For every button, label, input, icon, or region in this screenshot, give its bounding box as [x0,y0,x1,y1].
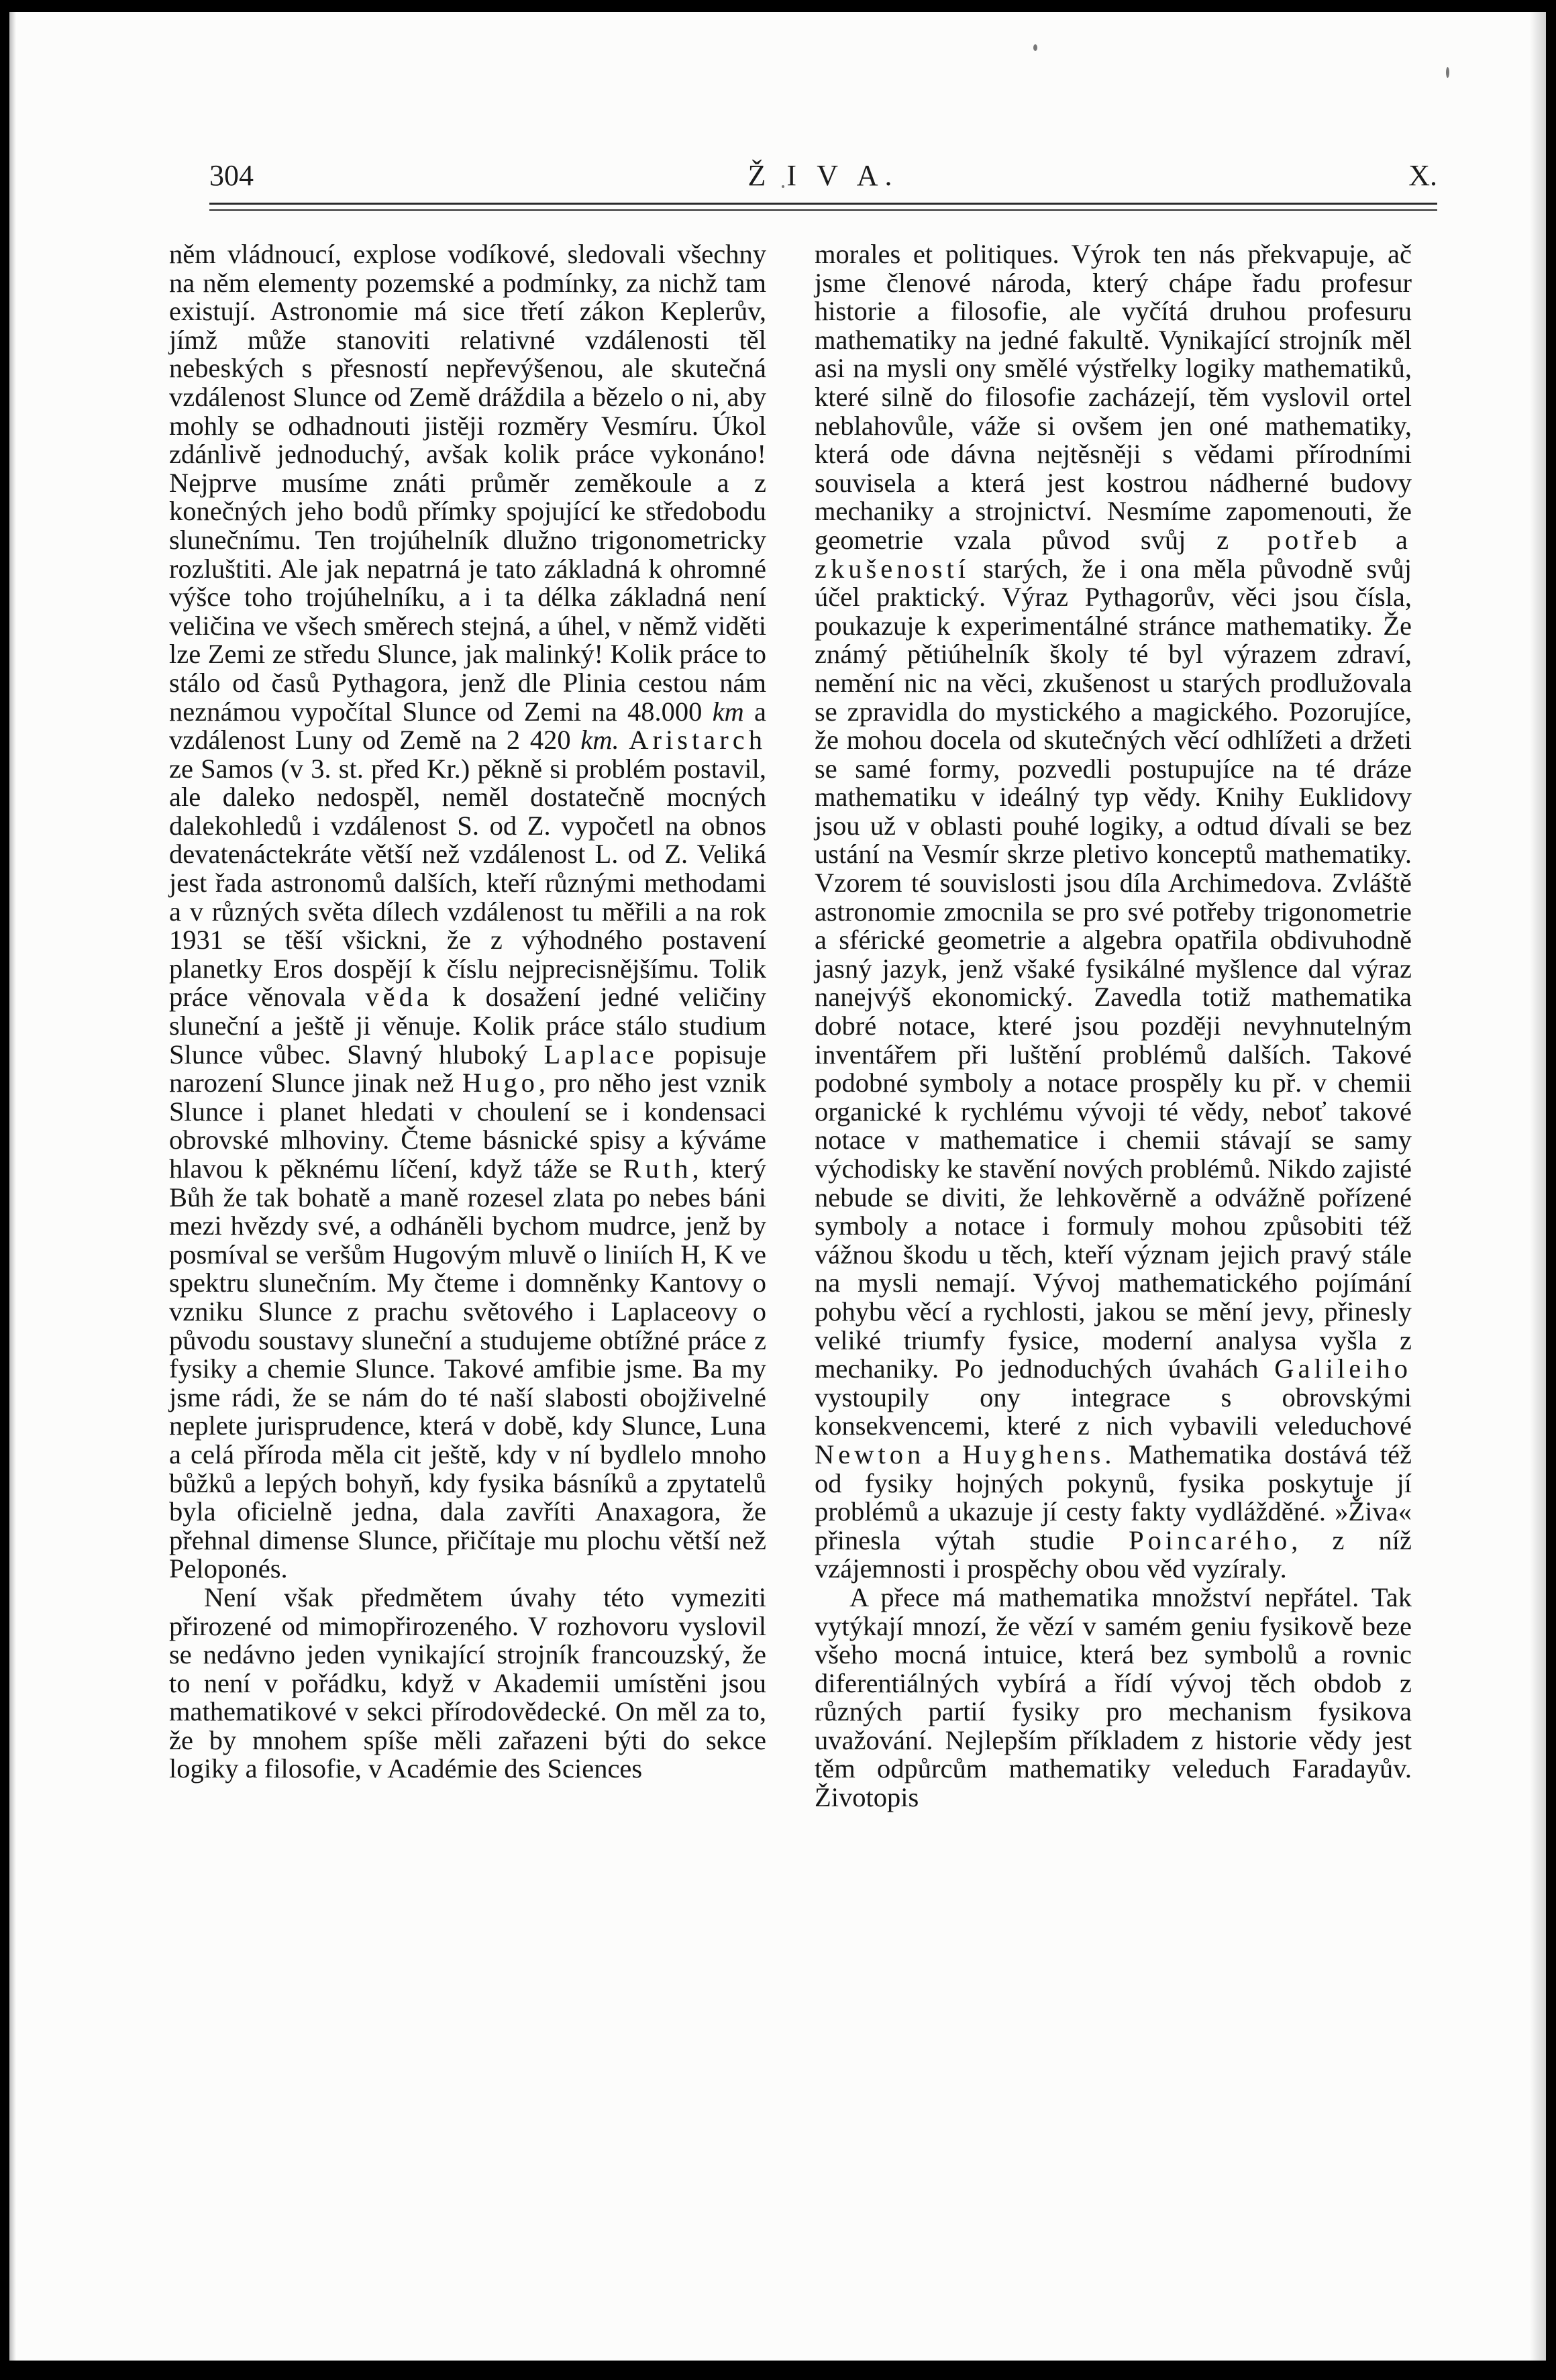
volume-number: X. [1408,159,1437,192]
phrase-z-potreb: z potřeb a zkušeností [815,524,1412,584]
journal-title: Ž I V A. [747,159,899,192]
name-ruth: Ruth [623,1153,692,1184]
page-number: 304 [209,159,254,192]
paragraph: něm vládnoucí, explose vodíkové, sledovali všechny na něm elementy pozemské a podmínky, za nichž tam existují. Astronomie má sice třetí zákon Keplerův, jímž může stanoviti relativné vzdálenosti těl nebeských s přesností nepřevýšenou, ale skutečná vzdálenost Slunce od Země dráždila a bězelo o ni, aby mohly se odhadnouti jistěji rozměry Vesmíru. Úkol zdánlivě jednoduchý, avšak kolik práce vykonáno! Nejprve musíme znáti průměr zeměkoule a z konečných jeho bodů přímky spojující ke středobodu slunečnímu. Ten trojúhelník dlužno trigonometricky rozluštiti. Ale jak nepatrná je tato základná k ohromné výšce toho trojúhelníku, a i ta délka základná není veličina ve všech směrech stejná, a úhel, v němž viděti lze Zemi ze středu Slunce, jak malinký! Kolik práce to stálo od časů Pythagora, jenž dle Plinia cestou nám neznámou vypočítal Slunce od Zemi na 48.000 km a vzdálenost Luny od Země na 2 420 km. Aristarch ze Samos (v 3. st. před Kr.) pěkně si problém postavil, ale daleko nedospěl, neměl dostatečně mocných dalekohledů i vzdálenost S. od Z. vypočetl na obnos devatenáctekráte větší než vzdálenost L. od Z. Veliká jest řada astronomů dalších, kteří různými methodami a v různých světa dílech vzdálenost tu měřili a na rok 1931 se těší všickni, že z výhodného postavení planetky Eros dospějí k číslu nejprecisnějšímu. Tolik práce věnovala věda k dosažení jedné veličiny sluneční a ještě ji věnuje. Kolik práce stálo studium Slunce vůbec. Slavný hluboký Laplace popisuje narození Slunce jinak než Hugo, pro něho jest vznik Slunce i planet hledati v choulení se i kondensaci obrovské mlhoviny. Čteme básnické spisy a kýváme hlavou k pěknému líčení, když táže se Ruth, který Bůh že tak bohatě a maně rozesel zlata po nebes báni mezi hvězdy své, a odháněli bychom mudrce, jenž by posmíval se veršům Hugovým mluvě o liniích H, K ve spektru slunečním. My čteme i domněnky Kantovy o vzniku Slunce z prachu světového i Laplaceovy o původu soustavy sluneční a studujeme obtížné práce z fysiky a chemie Slunce. Takové amfibie jsme. Ba my jsme rádi, že se nám do té naší slabosti obojživelné neplete jurisprudence, která v době, kdy Slunce, Luna a celá příroda měla cit ještě, kdy v ní bydlelo mnoho bůžků a lepých bohyň, kdy fysika básníků a zpytatelů byla oficielně jedna, dala zavříti Anaxagora, že přehnal dimense Slunce, přičítaje mu plochu větší než Peloponés. [169,239,767,1584]
header-rule-thin [209,209,1437,211]
right-column [815,240,1412,1812]
name-poincare: Poincarého [1129,1524,1292,1555]
name-galileiho: Galileiho [1274,1353,1412,1384]
paragraph: Není však předmětem úvahy této vymeziti přirozené od mimopřirozeného. V rozhovoru vyslovil se nedávno jeden vynikající strojník francouzský, že to není v pořádku, když v Akademii umístěni jsou mathematikové v sekci přírodovědecké. On měl za to, že by mnohem spíše měli zařazeni býti do sekce logiky a filosofie, v Académie des Sciences [169,1582,766,1784]
scan-edge-shadow-right [1530,12,1546,2361]
name-newton: Newton [815,1439,925,1469]
unit-km: km [712,696,744,727]
left-column [169,240,766,1783]
name-hugo: Hugo [462,1068,539,1098]
running-header [209,158,1437,205]
scan-speck [1033,44,1037,51]
name-huyghens: Huyghens. [962,1439,1116,1469]
name-aristarch: Aristarch [629,725,766,756]
scan-edge-shadow [9,12,16,2361]
scan-speck [1446,67,1449,78]
paragraph: morales et politiques. Výrok ten nás překvapuje, ač jsme členové národa, který chápe řadu profesur historie a filosofie, ale vyčítá druhou profesuru mathematiky na jedné fakultě. Vynikající strojník měl asi na mysli ony smělé výstřelky logiky mathematiků, které silně do filosofie zacházejí, těm vyslovil ortel neblahovůle, váže si ovšem jen oné mathematiky, která ode dávna nejtěsněji s vědami přírodními souvisela a která jest kostrou nádherné budovy mechaniky a strojnictví. Nesmíme zapomenouti, že geometrie vzala původ svůj z potřeb a zkušeností starých, že i ona měla původně svůj účel praktický. Výraz Pythagorův, věci jsou čísla, poukazuje k experimentálné stránce mathematiky. Že známý pětiúhelník školy té byl výrazem zdraví, nemění nic na věci, zkušenost u starých prodlužovala se zpravidla do mystického a magického. Pozorujíce, že mohou docela od skutečných věcí odhlížeti a držeti se samé formy, pozvedli postupujíce na té dráze mathematiku v ideálný typ vědy. Knihy Euklidovy jsou už v oblasti pouhé logiky, a odtud dívali se bez ustání na Vesmír skrze pletivo konceptů mathematiky. Vzorem té souvislosti jsou díla Archimedova. Zvláště astronomie zmocnila se pro své potřeby trigonometrie a sférické geometrie a algebra opatřila obdivuhodně jasný jazyk, jenž všaké fysikálné myšlence dal výraz nanejvýš ekonomický. Zavedla totiž mathematika dobré notace, které jsou později nevyhnutelným inventářem při luštění problémů dalších. Takové podobné symboly a notace prospěly ku př. v chemii organické k rychlému vývoji té vědy, neboť takové notace v mathematice i chemii stávají se samy východisky ke stavění nových problémů. Nikdo zajisté nebude se diviti, že lehkověrně a odvážně pořízené symboly a notace i formuly mohou způsobiti též vážnou škodu u těch, kteří význam jejich pravý stále na mysli nemají. Vývoj mathematického pojímání pohybu věcí a rychlosti, jakou se mění jevy, přinesly veliké triumfy fysice, moderní analysa vyšla z mechaniky. Po jednoduchých úvahách Galileiho vystoupily ony integrace s obrovskými konsekvencemi, které z nich vybavili veleduchové Newton a Huyghens. Mathematika dostává též od fysiky hojných pokynů, fysika poskytuje jí problémů a ukazuje jí cesty fakty vydlážděné. »Živa« přinesla výtah studie Poincarého, z níž vzájemnosti i prospěchy obou věd vyzíraly. [815,239,1412,1584]
paragraph: A přece má mathematika množství nepřátel. Tak vytýkají mnozí, že vězí v samém geniu fysikově beze všeho mocná intuice, která bez symbolů a rovnic diferentiálných vybírá a řídí vývoj těch obdob z různých partií fysiky pro mechanism fysikova uvažování. Nejlepším příkladem z historie vědy jest těm odpůrcům mathematiky veleduch Faradayův. Životopis [815,1582,1412,1813]
header-rule [209,203,1437,205]
name-laplace: Laplace [543,1039,658,1070]
unit-km: km. [580,725,619,756]
word-veda: věda [365,982,433,1013]
